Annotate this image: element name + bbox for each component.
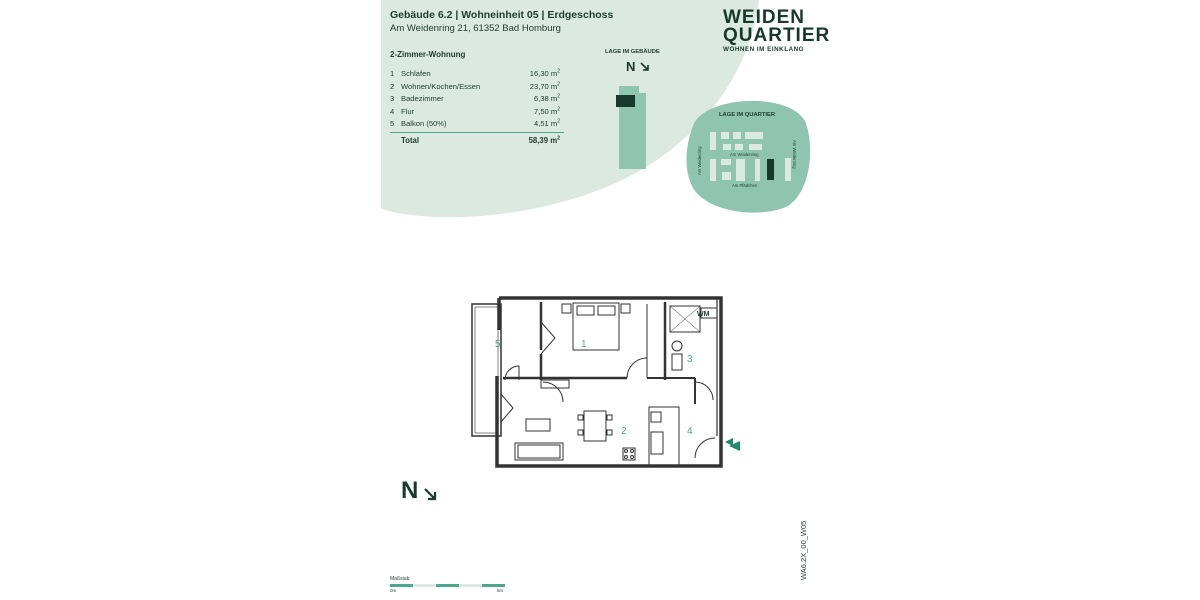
room-area: 6,38 $m^2$ [534, 93, 560, 103]
north-letter-large: N [401, 477, 419, 504]
room-number: 3 [390, 94, 395, 103]
scale-end: 5m [497, 588, 504, 593]
room-name: Balkon (50%) [401, 119, 447, 128]
quarter-location-label: LAGE IM QUARTIER [719, 112, 776, 118]
entrance-arrow-icon [729, 441, 741, 451]
room-number: 4 [390, 106, 395, 116]
logo-tagline: WOHNEN IM EINKLANG [723, 46, 805, 53]
room-label-1: 1 [581, 339, 587, 350]
room-label-3: 3 [687, 354, 693, 365]
room-area: 4,51 $m^2$ [534, 118, 560, 128]
room-row [390, 81, 564, 94]
room-list [390, 68, 564, 149]
room-area: 16,30 $m^2$ [529, 68, 560, 78]
scale-bar [390, 584, 505, 587]
room-area: 23,70 $m^2$ [529, 80, 560, 91]
room-label-2: 2 [621, 426, 627, 437]
building-location-diagram [615, 85, 649, 171]
street-label-left: Am Weidenring [697, 146, 702, 175]
room-row [390, 93, 564, 106]
address: Am Weidenring 21, 61352 Bad Homburg [390, 23, 561, 34]
logo-line-1: WEIDEN [723, 7, 805, 28]
logo-line-2: QUARTIER [723, 25, 831, 46]
street-label-top: Am Weidenring [730, 152, 759, 157]
washing-machine-label: WM [697, 311, 710, 318]
apartment-type: 2-Zimmer-Wohnung [390, 50, 466, 59]
room-label-4: 4 [687, 426, 693, 437]
scale-start: 0m [390, 588, 397, 593]
street-label-right: Am Weidenring [792, 140, 797, 169]
street-label-bottom: Am Pfädchen [732, 183, 758, 188]
room-name: Schlafen [401, 69, 431, 78]
room-number: 2 [390, 81, 395, 91]
total-label: Total [401, 135, 420, 145]
expose-sheet [381, 0, 831, 600]
north-indicator [401, 477, 437, 505]
room-label-5: 5 [495, 339, 501, 350]
floor-plan [467, 294, 727, 472]
room-name: Flur [401, 106, 415, 116]
room-name: Badezimmer [401, 94, 444, 103]
north-arrow-icon [640, 62, 650, 72]
room-row [390, 118, 564, 131]
north-indicator-small [626, 58, 650, 76]
page-title: Gebäude 6.2 | Wohneinheit 05 | Erdgeschoss [390, 9, 614, 21]
room-row [390, 106, 564, 119]
building-location-label: LAGE IM GEBÄUDE [605, 49, 660, 55]
scale-label: Maßstab [390, 576, 410, 582]
reference-code: WA6.2X_00_W05 [799, 520, 808, 580]
total-area: 58,39 $m^2$ [528, 134, 560, 145]
brand-logo [723, 9, 830, 53]
room-row [390, 68, 564, 81]
total-row [390, 133, 564, 149]
north-letter: N [626, 59, 636, 74]
room-name: Wohnen/Kochen/Essen [401, 81, 481, 91]
room-number: 5 [390, 119, 395, 128]
room-number: 1 [390, 69, 395, 78]
room-area: 7,50 $m^2$ [534, 105, 560, 116]
north-arrow-large-icon [423, 487, 437, 501]
